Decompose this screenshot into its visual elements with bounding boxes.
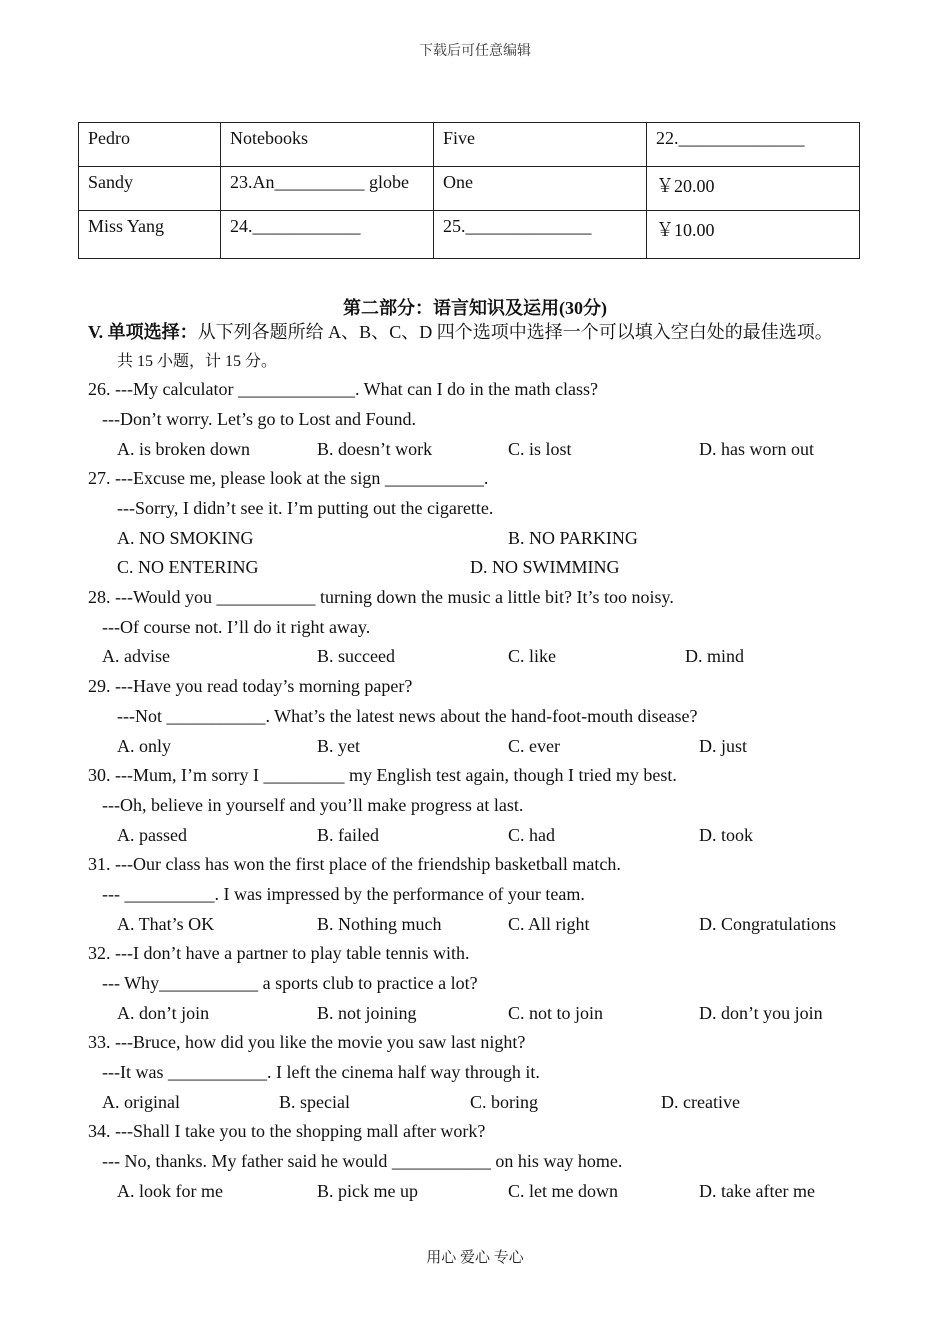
option-a: A. look for me bbox=[117, 1181, 223, 1201]
option-b: B. doesn’t work bbox=[317, 439, 433, 459]
table-cell: ￥10.00 bbox=[647, 211, 860, 259]
option-b: B. special bbox=[279, 1092, 350, 1112]
option-d: D. has worn out bbox=[699, 439, 814, 459]
question-stem: 29. ---Have you read today’s morning paper? bbox=[88, 676, 413, 696]
question-reply: --- Why___________ a sports club to practice a lot? bbox=[102, 973, 478, 993]
section-title: 第二部分：语言知识及运用(30分) bbox=[343, 298, 607, 318]
option-a: A. passed bbox=[117, 825, 187, 845]
table-cell: Notebooks bbox=[221, 123, 434, 167]
instruction-line2: 共 15 小题，计 15 分。 bbox=[117, 353, 278, 370]
option-b: B. failed bbox=[317, 825, 379, 845]
question-reply: ---Sorry, I didn’t see it. I’m putting out the cigarette. bbox=[117, 498, 494, 518]
table-cell: Sandy bbox=[79, 167, 221, 211]
question-stem: 28. ---Would you ___________ turning down the music a little bit? It’s too noisy. bbox=[88, 587, 674, 607]
table-cell: Pedro bbox=[79, 123, 221, 167]
table-cell: ￥20.00 bbox=[647, 167, 860, 211]
option-d: D. took bbox=[699, 825, 753, 845]
table-cell: 22.______________ bbox=[647, 123, 860, 167]
option-d: D. mind bbox=[685, 646, 745, 666]
question-stem: 27. ---Excuse me, please look at the sign ___________. bbox=[88, 468, 489, 488]
table-row bbox=[79, 211, 860, 259]
instruction-label: V. 单项选择： bbox=[88, 322, 198, 342]
option-d: D. don’t you join bbox=[699, 1003, 823, 1023]
option-b: B. pick me up bbox=[317, 1181, 418, 1201]
question-reply: --- No, thanks. My father said he would ___________ on his way home. bbox=[102, 1151, 623, 1171]
option-c: C. boring bbox=[470, 1092, 539, 1112]
table-cell: One bbox=[434, 167, 647, 211]
option-a: A. only bbox=[117, 736, 171, 756]
option-a: A. original bbox=[102, 1092, 180, 1112]
question-reply: ---Oh, believe in yourself and you’ll make progress at last. bbox=[102, 795, 524, 815]
option-a: A. That’s OK bbox=[117, 914, 215, 934]
option-b: B. not joining bbox=[317, 1003, 417, 1023]
option-c: C. ever bbox=[508, 736, 560, 756]
order-table bbox=[78, 122, 860, 259]
page-header-note: 下载后可任意编辑 bbox=[419, 44, 531, 59]
section-instruction bbox=[88, 318, 888, 344]
option-a: A. is broken down bbox=[117, 439, 250, 459]
table-row bbox=[79, 123, 860, 167]
option-b: B. yet bbox=[317, 736, 360, 756]
table-row bbox=[79, 167, 860, 211]
option-c: C. not to join bbox=[508, 1003, 604, 1023]
option-c: C. like bbox=[508, 646, 556, 666]
question-reply: ---It was ___________. I left the cinema half way through it. bbox=[102, 1062, 540, 1082]
table-cell: 25.______________ bbox=[434, 211, 647, 259]
option-d: D. creative bbox=[661, 1092, 740, 1112]
option-a: A. advise bbox=[102, 646, 170, 666]
option-b: B. NO PARKING bbox=[508, 528, 638, 548]
question-stem: 26. ---My calculator _____________. What can I do in the math class? bbox=[88, 379, 599, 399]
option-c: C. had bbox=[508, 825, 555, 845]
option-d: D. just bbox=[699, 736, 748, 756]
table-cell: 24.____________ bbox=[221, 211, 434, 259]
question-stem: 32. ---I don’t have a partner to play table tennis with. bbox=[88, 943, 470, 963]
question-reply: ---Don’t worry. Let’s go to Lost and Found. bbox=[102, 409, 416, 429]
instruction-text: 从下列各题所给 A、B、C、D 四个选项中选择一个可以填入空白处的最佳选项。 bbox=[197, 322, 833, 342]
option-c: C. is lost bbox=[508, 439, 572, 459]
option-c: C. let me down bbox=[508, 1181, 618, 1201]
option-c: C. All right bbox=[508, 914, 590, 934]
table-cell: Miss Yang bbox=[79, 211, 221, 259]
table-cell: 23.An__________ globe bbox=[221, 167, 434, 211]
question-stem: 34. ---Shall I take you to the shopping mall after work? bbox=[88, 1121, 486, 1141]
question-stem: 33. ---Bruce, how did you like the movie you saw last night? bbox=[88, 1032, 526, 1052]
option-d: D. take after me bbox=[699, 1181, 815, 1201]
question-reply: --- __________. I was impressed by the performance of your team. bbox=[102, 884, 585, 904]
question-reply: ---Not ___________. What’s the latest news about the hand-foot-mouth disease? bbox=[117, 706, 698, 726]
option-d: D. NO SWIMMING bbox=[470, 557, 620, 577]
question-reply: ---Of course not. I’ll do it right away. bbox=[102, 617, 371, 637]
table-cell: Five bbox=[434, 123, 647, 167]
option-a: A. don’t join bbox=[117, 1003, 210, 1023]
question-stem: 31. ---Our class has won the first place of the friendship basketball match. bbox=[88, 854, 621, 874]
option-d: D. Congratulations bbox=[699, 914, 836, 934]
option-b: B. succeed bbox=[317, 646, 395, 666]
option-b: B. Nothing much bbox=[317, 914, 442, 934]
page-footer-note: 用心 爱心 专心 bbox=[426, 1250, 524, 1266]
option-a: A. NO SMOKING bbox=[117, 528, 254, 548]
question-stem: 30. ---Mum, I’m sorry I _________ my English test again, though I tried my best. bbox=[88, 765, 677, 785]
option-c: C. NO ENTERING bbox=[117, 557, 259, 577]
